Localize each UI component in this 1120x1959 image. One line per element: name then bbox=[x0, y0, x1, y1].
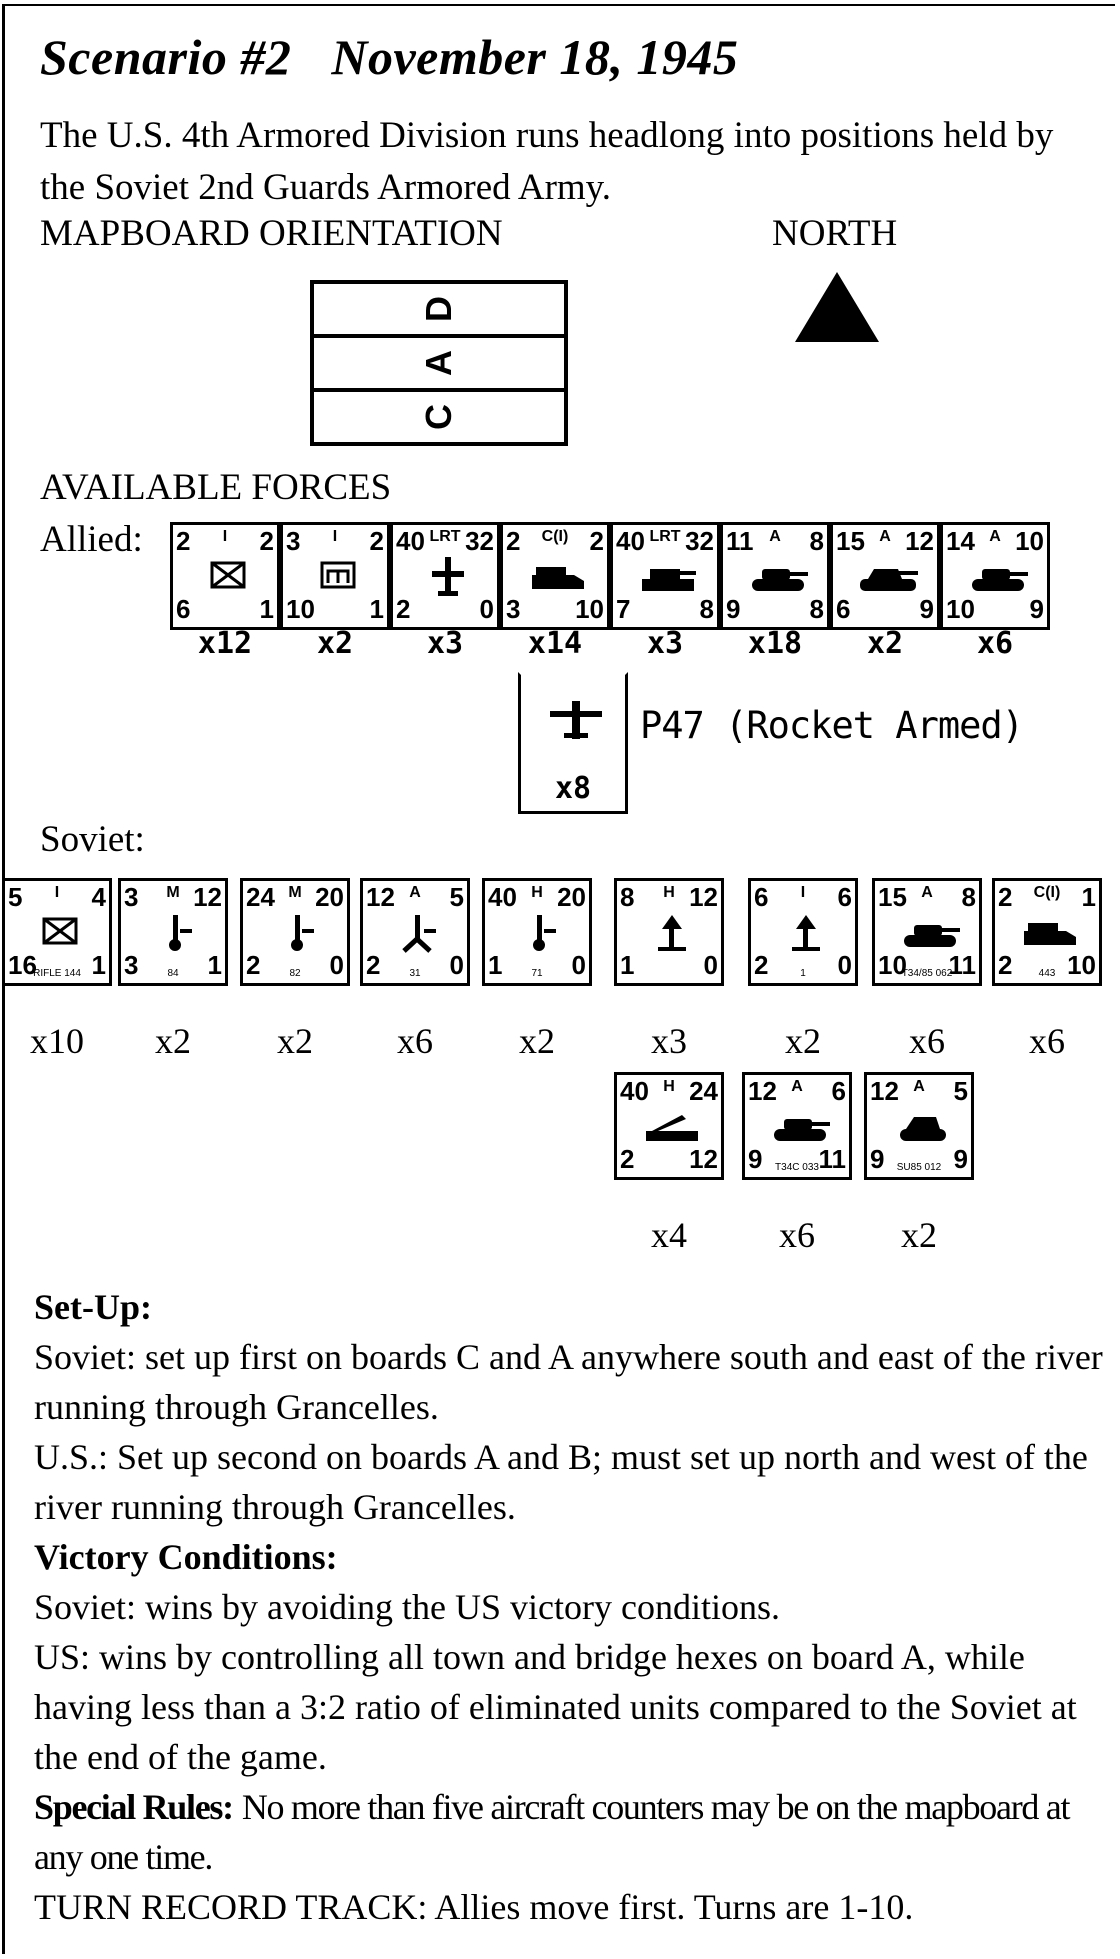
counter-top-right-value: 10 bbox=[1015, 526, 1044, 556]
counter-bottom-right-value: 10 bbox=[575, 594, 604, 624]
counter-unit-size: A bbox=[769, 528, 781, 545]
counter-unit-size: M bbox=[288, 884, 302, 901]
counter-unit-size: I bbox=[222, 528, 228, 545]
soviet-counter bbox=[614, 1072, 724, 1180]
unit-quantity: x2 bbox=[519, 1021, 555, 1061]
counter-unit-size: A bbox=[409, 884, 421, 901]
tank-icon bbox=[968, 553, 1028, 599]
unit-quantity: x3 bbox=[651, 1021, 687, 1061]
victory-soviet-text: Soviet: wins by avoiding the US victory conditions. bbox=[34, 1587, 780, 1627]
counter-top-right-value: 1 bbox=[1081, 882, 1096, 912]
allied-counter bbox=[830, 522, 940, 630]
counter-top-right-value: 4 bbox=[91, 882, 106, 912]
unit-quantity: x6 bbox=[397, 1021, 433, 1061]
counter-top-left-value: 12 bbox=[870, 1076, 899, 1106]
counter-bottom-right-value: 0 bbox=[571, 950, 586, 980]
unit-quantity: x10 bbox=[30, 1021, 84, 1061]
counter-top-right-value: 20 bbox=[557, 882, 586, 912]
infantry-icon bbox=[30, 909, 90, 955]
counter-unit-size: I bbox=[332, 528, 338, 545]
tank-icon bbox=[748, 553, 808, 599]
allied-label: Allied: bbox=[40, 519, 143, 560]
counter-unit-size: A bbox=[989, 528, 1001, 545]
mapboard-layout bbox=[310, 280, 568, 446]
counter-bottom-left-value: 10 bbox=[946, 594, 975, 624]
counter-unit-size: A bbox=[791, 1078, 803, 1095]
victory-us-text: US: wins by controlling all town and bridge hexes on board A, while having less than a 3:2 ratio of eliminated units compared to the Soviet at the end of the game. bbox=[34, 1637, 1077, 1777]
counter-bottom-left-value: 2 bbox=[366, 950, 381, 980]
allied-counter bbox=[170, 522, 280, 630]
counter-bottom-left-value: 2 bbox=[754, 950, 769, 980]
unit-quantity: x2 bbox=[785, 1021, 821, 1061]
p47-counter bbox=[518, 672, 628, 814]
counter-top-left-value: 3 bbox=[286, 526, 301, 556]
counter-bottom-right-value: 9 bbox=[1029, 594, 1044, 624]
tank-destroyer-icon bbox=[858, 553, 918, 599]
counter-designation: 82 bbox=[289, 968, 301, 979]
counter-bottom-left-value: 2 bbox=[620, 1144, 635, 1174]
special-rules-text: No more than five aircraft counters may be on the mapboard at any one time. bbox=[34, 1787, 1070, 1877]
counter-top-left-value: 11 bbox=[726, 526, 754, 556]
counter-top-left-value: 24 bbox=[246, 882, 275, 912]
setup-us-text: U.S.: Set up second on boards A and B; must set up north and west of the river running through Grancelles. bbox=[34, 1437, 1088, 1527]
counter-bottom-right-value: 9 bbox=[919, 594, 934, 624]
counter-top-right-value: 24 bbox=[689, 1076, 718, 1106]
p47-quantity: x8 bbox=[554, 771, 592, 806]
allied-counter bbox=[610, 522, 720, 630]
counter-bottom-left-value: 2 bbox=[396, 594, 411, 624]
unit-quantity: x2 bbox=[155, 1021, 191, 1061]
infantry-icon bbox=[198, 553, 258, 599]
counter-unit-size: A bbox=[913, 1078, 925, 1095]
unit-quantity: x6 bbox=[1029, 1021, 1065, 1061]
unit-quantity: x14 bbox=[527, 626, 583, 661]
counter-top-right-value: 20 bbox=[315, 882, 344, 912]
counter-unit-size: I bbox=[54, 884, 60, 901]
counter-top-right-value: 12 bbox=[689, 882, 718, 912]
counter-top-right-value: 6 bbox=[831, 1076, 846, 1106]
counter-bottom-right-value: 1 bbox=[369, 594, 384, 624]
counter-unit-size: LRT bbox=[649, 528, 681, 545]
counter-top-left-value: 15 bbox=[836, 526, 865, 556]
counter-top-left-value: 15 bbox=[878, 882, 907, 912]
engineer-icon bbox=[308, 553, 368, 599]
counter-top-left-value: 2 bbox=[506, 526, 521, 556]
counter-bottom-right-value: 8 bbox=[809, 594, 824, 624]
unit-quantity: x4 bbox=[651, 1215, 687, 1255]
scenario-title: Scenario #2 November 18, 1945 bbox=[40, 29, 739, 85]
counter-top-right-value: 8 bbox=[961, 882, 976, 912]
counter-bottom-left-value: 3 bbox=[124, 950, 139, 980]
unit-quantity: x3 bbox=[646, 626, 684, 661]
counter-top-left-value: 8 bbox=[620, 882, 635, 912]
allied-counter bbox=[500, 522, 610, 630]
counter-top-left-value: 12 bbox=[366, 882, 395, 912]
allied-counter bbox=[390, 522, 500, 630]
counter-bottom-right-value: 0 bbox=[329, 950, 344, 980]
p47-label: P47 (Rocket Armed) bbox=[640, 704, 1023, 747]
soviet-counter bbox=[748, 878, 858, 986]
counter-designation: RIFLE 144 bbox=[33, 968, 81, 979]
counter-bottom-left-value: 9 bbox=[748, 1144, 763, 1174]
counter-bottom-left-value: 9 bbox=[726, 594, 741, 624]
turn-record-track: TURN RECORD TRACK: Allies move first. Turns are 1-10. bbox=[34, 1887, 914, 1927]
north-arrow-icon bbox=[795, 272, 879, 342]
soviet-counter bbox=[992, 878, 1102, 986]
counter-unit-size: H bbox=[663, 1078, 675, 1095]
victory-heading: Victory Conditions: bbox=[34, 1537, 338, 1577]
counter-top-left-value: 40 bbox=[616, 526, 645, 556]
counter-top-left-value: 14 bbox=[946, 526, 975, 556]
counter-designation: 84 bbox=[167, 968, 179, 979]
unit-quantity: x6 bbox=[976, 626, 1014, 661]
counter-bottom-left-value: 10 bbox=[286, 594, 315, 624]
board-c: C bbox=[314, 388, 564, 442]
counter-top-right-value: 5 bbox=[953, 1076, 968, 1106]
allied-counter bbox=[940, 522, 1050, 630]
counter-top-right-value: 32 bbox=[685, 526, 714, 556]
counter-top-left-value: 40 bbox=[620, 1076, 649, 1106]
allied-counter bbox=[720, 522, 830, 630]
counter-bottom-right-value: 1 bbox=[91, 950, 106, 980]
counter-top-left-value: 3 bbox=[124, 882, 139, 912]
counter-top-left-value: 2 bbox=[998, 882, 1013, 912]
unit-quantity: x2 bbox=[866, 626, 904, 661]
north-label: NORTH bbox=[772, 213, 898, 254]
aircraft-icon bbox=[546, 697, 606, 743]
counter-bottom-left-value: 1 bbox=[620, 950, 635, 980]
counter-top-right-value: 12 bbox=[193, 882, 222, 912]
unit-quantity: x18 bbox=[747, 626, 803, 661]
antitank-gun-icon bbox=[388, 909, 448, 955]
counter-bottom-right-value: 1 bbox=[259, 594, 274, 624]
counter-unit-size: H bbox=[531, 884, 543, 901]
counter-top-right-value: 6 bbox=[837, 882, 852, 912]
counter-bottom-right-value: 12 bbox=[689, 1144, 718, 1174]
halftrack-icon bbox=[1020, 909, 1080, 955]
counter-top-right-value: 5 bbox=[449, 882, 464, 912]
unit-quantity: x6 bbox=[779, 1215, 815, 1255]
counter-bottom-left-value: 3 bbox=[506, 594, 521, 624]
halftrack-icon bbox=[528, 553, 588, 599]
counter-bottom-left-value: 7 bbox=[616, 594, 631, 624]
counter-designation: T34C 033 bbox=[775, 1162, 819, 1173]
setup-heading: Set-Up: bbox=[34, 1287, 152, 1327]
counter-designation: 71 bbox=[531, 968, 543, 979]
counter-bottom-left-value: 16 bbox=[8, 950, 37, 980]
counter-top-left-value: 40 bbox=[396, 526, 425, 556]
counter-unit-size: C(I) bbox=[1033, 884, 1061, 901]
counter-unit-size: LRT bbox=[429, 528, 461, 545]
counter-bottom-right-value: 0 bbox=[703, 950, 718, 980]
counter-unit-size: H bbox=[663, 884, 675, 901]
counter-bottom-right-value: 10 bbox=[1067, 950, 1096, 980]
available-forces-heading: AVAILABLE FORCES bbox=[40, 467, 392, 508]
counter-bottom-right-value: 0 bbox=[449, 950, 464, 980]
soviet-counter bbox=[2, 878, 112, 986]
tank-icon bbox=[770, 1103, 830, 1149]
counter-unit-size: A bbox=[879, 528, 891, 545]
rocket-truck-icon bbox=[642, 1103, 702, 1149]
soviet-counter bbox=[360, 878, 470, 986]
soviet-counter bbox=[872, 878, 982, 986]
counter-top-left-value: 12 bbox=[748, 1076, 777, 1106]
counter-top-right-value: 8 bbox=[809, 526, 824, 556]
soviet-counter bbox=[742, 1072, 852, 1180]
counter-designation: 443 bbox=[1038, 968, 1056, 979]
counter-bottom-left-value: 9 bbox=[870, 1144, 885, 1174]
tank-icon bbox=[900, 909, 960, 955]
counter-top-right-value: 12 bbox=[905, 526, 934, 556]
soviet-counter bbox=[118, 878, 228, 986]
unit-quantity: x3 bbox=[426, 626, 464, 661]
counter-designation: T34/85 062 bbox=[901, 968, 953, 979]
unit-quantity: x2 bbox=[901, 1215, 937, 1255]
intro-text: The U.S. 4th Armored Division runs headlong into positions held by the Soviet 2nd Guards Armored Army. bbox=[40, 115, 1054, 208]
counter-bottom-right-value: 0 bbox=[837, 950, 852, 980]
counter-designation: 1 bbox=[800, 968, 806, 979]
setup-soviet-text: Soviet: set up first on boards C and A anywhere south and east of the river running through Grancelles. bbox=[34, 1337, 1103, 1427]
counter-bottom-left-value: 10 bbox=[878, 950, 907, 980]
board-d: D bbox=[418, 296, 459, 322]
artillery-icon bbox=[418, 553, 478, 599]
counter-bottom-left-value: 2 bbox=[246, 950, 261, 980]
counter-top-left-value: 40 bbox=[488, 882, 517, 912]
mapboard-orientation-heading: MAPBOARD ORIENTATION bbox=[40, 213, 503, 254]
special-rules-heading: Special Rules: bbox=[34, 1787, 233, 1827]
counter-bottom-left-value: 1 bbox=[488, 950, 503, 980]
allied-counter bbox=[280, 522, 390, 630]
unit-quantity: x2 bbox=[316, 626, 354, 661]
special-rules bbox=[34, 1782, 1106, 1882]
counter-unit-size: A bbox=[921, 884, 933, 901]
counter-bottom-right-value: 1 bbox=[207, 950, 222, 980]
sp-gun-icon bbox=[638, 553, 698, 599]
counter-unit-size: M bbox=[166, 884, 180, 901]
counter-bottom-left-value: 6 bbox=[836, 594, 851, 624]
mortar-icon bbox=[510, 909, 570, 955]
mortar-icon bbox=[146, 909, 206, 955]
soviet-counter bbox=[482, 878, 592, 986]
soviet-counter bbox=[614, 878, 724, 986]
howitzer-icon bbox=[642, 909, 702, 955]
counter-bottom-left-value: 2 bbox=[998, 950, 1013, 980]
counter-bottom-right-value: 8 bbox=[699, 594, 714, 624]
soviet-counter bbox=[864, 1072, 974, 1180]
counter-top-right-value: 32 bbox=[465, 526, 494, 556]
counter-unit-size: I bbox=[800, 884, 806, 901]
howitzer-icon bbox=[776, 909, 836, 955]
unit-quantity: x2 bbox=[277, 1021, 313, 1061]
counter-bottom-left-value: 6 bbox=[176, 594, 191, 624]
soviet-counter bbox=[240, 878, 350, 986]
counter-bottom-right-value: 11 bbox=[948, 950, 976, 980]
soviet-label: Soviet: bbox=[40, 819, 145, 860]
unit-quantity: x12 bbox=[197, 626, 253, 661]
rules-section bbox=[34, 1282, 1106, 1932]
counter-bottom-right-value: 11 bbox=[818, 1144, 846, 1174]
assault-gun-icon bbox=[892, 1103, 952, 1149]
unit-quantity: x6 bbox=[909, 1021, 945, 1061]
counter-top-right-value: 2 bbox=[589, 526, 604, 556]
counter-bottom-right-value: 0 bbox=[479, 594, 494, 624]
counter-unit-size: C(I) bbox=[541, 528, 569, 545]
counter-top-right-value: 2 bbox=[369, 526, 384, 556]
counter-top-right-value: 2 bbox=[259, 526, 274, 556]
counter-designation: 31 bbox=[409, 968, 421, 979]
counter-top-left-value: 2 bbox=[176, 526, 191, 556]
board-a: A bbox=[314, 334, 564, 388]
counter-designation: SU85 012 bbox=[896, 1162, 942, 1173]
mortar-icon bbox=[268, 909, 328, 955]
counter-bottom-right-value: 9 bbox=[953, 1144, 968, 1174]
counter-top-left-value: 5 bbox=[8, 882, 23, 912]
counter-top-left-value: 6 bbox=[754, 882, 769, 912]
